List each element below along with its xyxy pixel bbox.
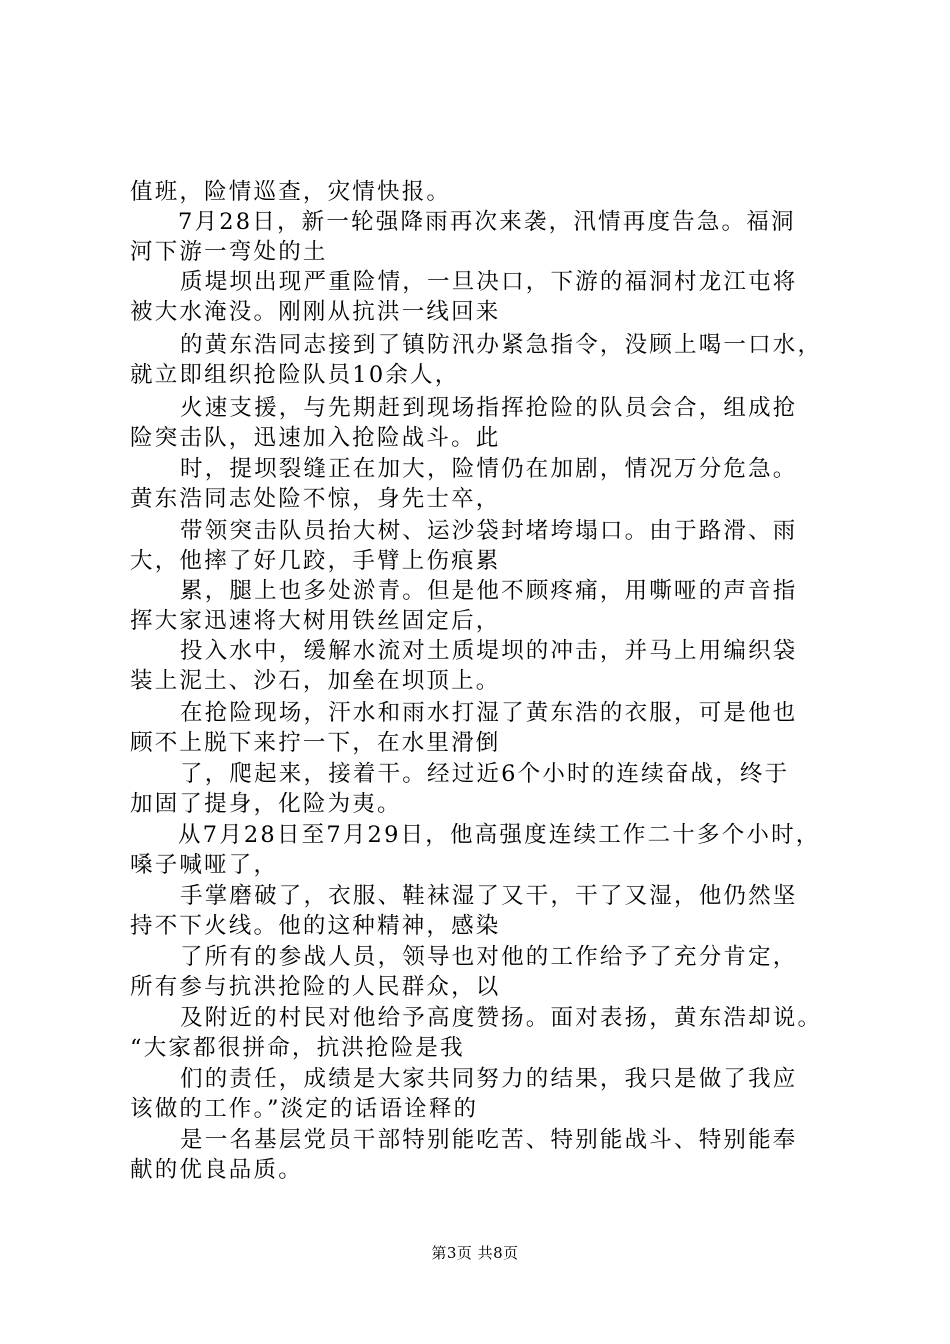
text-line: 投入水中，缓解水流对土质堤坝的冲击，并马上用编织袋 [180, 638, 798, 664]
text-line: 顾不上脱下来拧一下，在水里滑倒 [130, 730, 501, 756]
text-line: 险突击队，迅速加入抢险战斗。此 [130, 425, 501, 451]
text-line: 在抢险现场，汗水和雨水打湿了黄东浩的衣服，可是他也 [180, 700, 798, 726]
text-line: 持不下火线。他的这种精神，感染 [130, 913, 501, 939]
text-line: 手掌磨破了，衣服、鞋袜湿了又干，干了又湿，他仍然坚 [180, 883, 798, 909]
text-line: 们的责任，成绩是大家共同努力的结果，我只是做了我应 [180, 1066, 798, 1092]
text-line: 该做的工作。”淡定的话语诠释的 [130, 1096, 479, 1122]
text-line: 挥大家迅速将大树用铁丝固定后， [130, 608, 501, 634]
text-line: 的黄东浩同志接到了镇防汛办紧急指令，没顾上喝一口水， [180, 332, 823, 358]
text-line: 是一名基层党员干部特别能吃苦、特别能战斗、特别能奉 [180, 1127, 798, 1153]
text-line: 带领突击队员抬大树、运沙袋封堵垮塌口。由于路滑、雨 [180, 518, 798, 544]
text-line: 所有参与抗洪抢险的人民群众，以 [130, 974, 501, 1000]
text-line: 值班，险情巡查，灾情快报。 [130, 179, 452, 205]
text-line: 被大水淹没。刚刚从抗洪一线回来 [130, 299, 501, 325]
text-line: 从7月28日至7月29日，他高强度连续工作二十多个小时， [178, 822, 821, 848]
text-line: 累，腿上也多处淤青。但是他不顾疼痛，用嘶哑的声音指 [180, 578, 798, 604]
text-line: 质堤坝出现严重险情，一旦决口，下游的福洞村龙江屯将 [180, 269, 798, 295]
text-line: 时，提坝裂缝正在加大，险情仍在加剧，情况万分危急。 [180, 456, 798, 482]
text-line: 加固了提身，化险为夷。 [130, 791, 402, 817]
text-line: 河下游一弯处的土 [130, 239, 328, 265]
text-line: “大家都很拼命，抗洪抢险是我 [130, 1035, 465, 1061]
text-line: 大，他摔了好几跤，手臂上伤痕累 [130, 548, 501, 574]
text-line: 7月28日，新一轮强降雨再次来袭，汛情再度告急。福洞 [178, 209, 796, 235]
text-line: 献的优良品质。 [130, 1157, 303, 1183]
text-line: 了所有的参战人员，领导也对他的工作给予了充分肯定， [180, 944, 798, 970]
text-line: 嗓子喊哑了， [130, 852, 279, 878]
text-line: 黄东浩同志处险不惊，身先士卒， [130, 486, 501, 512]
text-line: 装上泥土、沙石，加垒在坝顶上。 [130, 668, 501, 694]
text-line: 了，爬起来，接着干。经过近6个小时的连续奋战，终于 [180, 761, 790, 787]
page-footer: 第3页 共8页 [431, 1244, 519, 1262]
text-line: 及附近的村民对他给予高度赞扬。面对表扬，黄东浩却说。 [180, 1005, 823, 1031]
text-line: 火速支援，与先期赶到现场指挥抢险的队员会合，组成抢 [180, 395, 798, 421]
text-line: 就立即组织抢险队员10余人， [130, 362, 460, 388]
